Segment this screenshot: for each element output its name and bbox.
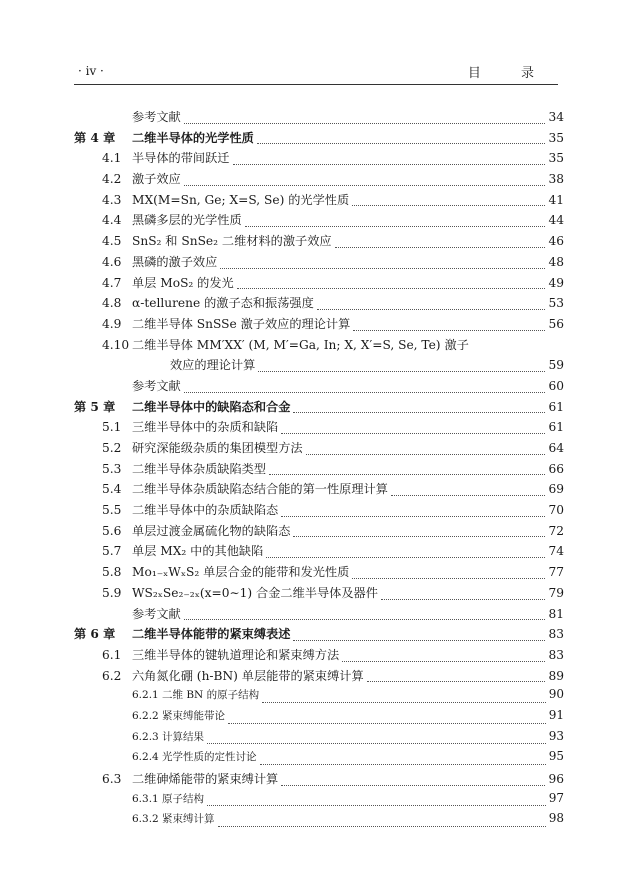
toc-entry-title: WS₂ₓSe₂₋₂ₓ(x=0∼1) 合金二维半导体及器件: [132, 585, 378, 600]
toc-entry[interactable]: [74, 170, 564, 191]
table-of-contents: [74, 108, 564, 832]
toc-entry[interactable]: [74, 274, 564, 295]
toc-entry-title: 单层 MoS₂ 的发光: [132, 275, 234, 290]
toc-leader-dots: [306, 453, 546, 455]
toc-leader-dots: [266, 556, 545, 558]
header-section-title: 目 录: [467, 66, 552, 81]
toc-entry-page: 41: [548, 192, 564, 207]
toc-entry-title: 计算结果: [162, 730, 204, 743]
toc-entry-title: 二维砷烯能带的紧束缚计算: [132, 772, 279, 786]
toc-entry-number: 4.4: [102, 213, 122, 228]
toc-entry[interactable]: [74, 480, 564, 501]
toc-entry-page: 34: [548, 110, 564, 124]
toc-entry-number: 第 5 章: [74, 399, 116, 414]
toc-entry-title: 光学性质的定性讨论: [162, 751, 257, 764]
toc-entry-page: 98: [548, 811, 564, 826]
toc-leader-dots: [237, 287, 546, 289]
toc-entry-page: 35: [548, 130, 564, 145]
toc-entry-page: 93: [548, 728, 564, 743]
toc-entry[interactable]: [74, 377, 564, 398]
toc-entry[interactable]: [74, 211, 564, 232]
toc-leader-dots: [391, 494, 546, 496]
toc-entry-title: 二维 BN 的原子结构: [162, 689, 260, 702]
toc-entry-title: 二维半导体杂质缺陷类型: [132, 461, 267, 476]
toc-leader-dots: [262, 701, 546, 703]
toc-leader-dots: [184, 184, 546, 186]
toc-entry-title: 单层过渡金属硫化物的缺陷态: [132, 523, 291, 538]
toc-entry[interactable]: [74, 191, 564, 212]
toc-entry-title: SnS₂ 和 SnSe₂ 二维材料的激子效应: [132, 234, 332, 249]
toc-entry-number: 6.2: [102, 668, 122, 683]
toc-leader-dots: [269, 473, 545, 475]
toc-entry-title: 紧束缚计算: [162, 813, 215, 826]
toc-entry-page: 95: [548, 749, 564, 764]
toc-entry-number: 5.7: [102, 544, 122, 559]
toc-entry-page: 72: [548, 523, 564, 538]
toc-entry-number: 4.5: [102, 234, 122, 249]
toc-entry-title: 六角氮化硼 (h-BN) 单层能带的紧束缚计算: [132, 668, 364, 683]
toc-entry-page: 83: [548, 647, 564, 662]
toc-entry-page: 61: [548, 420, 564, 435]
toc-leader-dots: [257, 142, 546, 144]
toc-entry-page: 69: [548, 482, 564, 497]
toc-entry-title: 参考文献: [132, 606, 181, 621]
toc-entry-number: 6.1: [102, 647, 122, 662]
toc-leader-dots: [352, 204, 545, 206]
toc-entry-title: 原子结构: [162, 792, 204, 805]
toc-entry-number: 5.6: [102, 523, 122, 538]
toc-entry-number: 6.2.4: [132, 751, 159, 764]
toc-leader-dots: [317, 308, 546, 310]
toc-leader-dots: [218, 825, 546, 827]
toc-entry-number: 6.3.1: [132, 792, 159, 805]
toc-entry-page: 38: [548, 172, 564, 187]
toc-entry-page: 83: [548, 627, 564, 642]
toc-entry-title: 参考文献: [132, 378, 181, 393]
toc-entry-title: 三维半导体的键轨道理论和紧束缚方法: [132, 647, 340, 662]
toc-entry-page: 53: [548, 296, 564, 311]
toc-entry-title: 二维半导体中的杂质缺陷态: [132, 503, 279, 518]
toc-entry-number: 6.2.3: [132, 730, 159, 743]
toc-entry-page: 48: [548, 254, 564, 269]
toc-entry[interactable]: [74, 563, 564, 584]
toc-leader-dots: [258, 370, 545, 372]
toc-entry-page: 56: [548, 316, 564, 331]
toc-leader-dots: [245, 225, 546, 227]
toc-entry[interactable]: [74, 625, 564, 646]
toc-entry[interactable]: [74, 811, 564, 832]
toc-entry[interactable]: [74, 708, 564, 729]
toc-entry-page: 81: [548, 606, 564, 621]
toc-entry[interactable]: [74, 253, 564, 274]
toc-entry-title: 参考文献: [132, 110, 181, 124]
toc-entry-page: 46: [548, 234, 564, 249]
toc-entry-page: 49: [548, 275, 564, 290]
toc-entry[interactable]: [74, 749, 564, 770]
toc-entry-title: 二维半导体杂质缺陷态结合能的第一性原理计算: [132, 482, 388, 497]
toc-entry-title: 二维半导体中的缺陷态和合金: [132, 399, 291, 414]
toc-leader-dots: [184, 618, 546, 620]
toc-entry-number: 5.5: [102, 503, 122, 518]
toc-leader-dots: [281, 784, 545, 786]
toc-leader-dots: [220, 267, 545, 269]
toc-entry[interactable]: [74, 149, 564, 170]
toc-leader-dots: [233, 163, 546, 165]
toc-entry-title: 单层 MX₂ 中的其他缺陷: [132, 544, 264, 559]
toc-entry-number: 第 4 章: [74, 130, 116, 145]
toc-entry[interactable]: [74, 584, 564, 605]
toc-entry-page: 64: [548, 441, 564, 455]
toc-entry-title: 效应的理论计算: [170, 358, 256, 373]
toc-entry-number: 第 6 章: [74, 627, 116, 642]
toc-entry-number: 5.2: [102, 441, 122, 455]
toc-entry-page: 90: [548, 687, 564, 702]
toc-entry-page: 66: [548, 461, 564, 476]
toc-entry-number: 4.8: [102, 296, 122, 311]
toc-leader-dots: [293, 411, 545, 413]
toc-entry-title: 二维半导体 SnSSe 激子效应的理论计算: [132, 316, 351, 331]
toc-entry[interactable]: [74, 439, 564, 460]
toc-entry-number: 6.2.1: [132, 689, 159, 702]
toc-leader-dots: [293, 639, 545, 641]
toc-entry[interactable]: [74, 605, 564, 626]
toc-entry[interactable]: [74, 232, 564, 253]
toc-leader-dots: [352, 577, 545, 579]
toc-entry-page: 59: [548, 358, 564, 373]
toc-entry-number: 5.4: [102, 482, 122, 497]
toc-entry-number: 4.6: [102, 254, 122, 269]
toc-entry[interactable]: [74, 667, 564, 688]
toc-entry-number: 5.9: [102, 585, 122, 600]
toc-entry-title: 黑磷多层的光学性质: [132, 213, 242, 228]
toc-entry-page: 97: [548, 790, 564, 805]
toc-entry[interactable]: [74, 791, 564, 812]
toc-entry-number: 6.3.2: [132, 813, 159, 826]
toc-entry[interactable]: [74, 336, 564, 357]
toc-entry-title: 研究深能级杂质的集团模型方法: [132, 441, 303, 455]
toc-leader-dots: [281, 432, 545, 434]
toc-entry[interactable]: [74, 729, 564, 750]
toc-entry-title: 黑磷的激子效应: [132, 254, 218, 269]
toc-leader-dots: [228, 722, 546, 724]
toc-entry[interactable]: [74, 398, 564, 419]
toc-leader-dots: [207, 804, 546, 806]
toc-entry-page: 96: [548, 772, 564, 786]
toc-entry-title: 二维半导体的光学性质: [132, 130, 254, 145]
toc-entry-number: 4.1: [102, 151, 122, 166]
toc-entry-page: 77: [548, 565, 564, 580]
toc-entry-number: 4.7: [102, 275, 122, 290]
toc-entry-number: 5.8: [102, 565, 122, 580]
toc-entry-page: 60: [548, 378, 564, 393]
toc-entry-page: 70: [548, 503, 564, 518]
toc-leader-dots: [293, 535, 545, 537]
toc-entry[interactable]: [74, 501, 564, 522]
toc-entry-page: 35: [548, 151, 564, 166]
toc-entry-title: Mo₁₋ₓWₓS₂ 单层合金的能带和发光性质: [132, 565, 350, 580]
running-header: [74, 60, 558, 85]
toc-entry[interactable]: [74, 418, 564, 439]
toc-leader-dots: [184, 391, 546, 393]
toc-entry-title: 三维半导体中的杂质和缺陷: [132, 420, 279, 435]
toc-entry[interactable]: [74, 129, 564, 150]
toc-entry[interactable]: [74, 522, 564, 543]
toc-entry-title: MX(M=Sn, Ge; X=S, Se) 的光学性质: [132, 192, 350, 207]
toc-leader-dots: [353, 329, 545, 331]
toc-entry-title: 二维半导体 MM′XX′ (M, M′=Ga, In; X, X′=S, Se, Te) 激子: [132, 337, 469, 352]
toc-leader-dots: [335, 246, 546, 248]
toc-entry-title: 二维半导体能带的紧束缚表述: [132, 627, 291, 642]
toc-entry-number: 6.2.2: [132, 709, 159, 722]
toc-entry-number: 4.3: [102, 192, 122, 207]
toc-entry-page: 61: [548, 399, 564, 414]
toc-leader-dots: [207, 742, 546, 744]
toc-entry-title: 半导体的带间跃迁: [132, 151, 230, 166]
toc-entry-page: 91: [548, 707, 564, 722]
toc-entry-number: 5.1: [102, 420, 122, 435]
toc-entry[interactable]: [74, 108, 564, 129]
toc-entry-number: 6.3: [102, 772, 122, 786]
toc-entry[interactable]: [74, 687, 564, 708]
toc-leader-dots: [184, 122, 546, 124]
toc-entry[interactable]: [74, 294, 564, 315]
toc-entry[interactable]: [74, 646, 564, 667]
toc-entry[interactable]: [74, 356, 564, 377]
page-number-label: · iv ·: [78, 64, 104, 78]
toc-entry[interactable]: [74, 460, 564, 481]
toc-entry-page: 44: [548, 213, 564, 228]
toc-leader-dots: [367, 680, 546, 682]
toc-leader-dots: [381, 598, 546, 600]
toc-entry-number: 4.10: [102, 337, 130, 352]
toc-entry-number: 5.3: [102, 461, 122, 476]
toc-leader-dots: [342, 660, 545, 662]
toc-leader-dots: [281, 515, 545, 517]
toc-entry-page: 74: [548, 544, 564, 559]
toc-entry-number: 4.2: [102, 172, 122, 187]
toc-entry-page: 89: [548, 668, 564, 683]
toc-entry-title: 激子效应: [132, 172, 181, 187]
toc-entry[interactable]: [74, 770, 564, 791]
toc-entry[interactable]: [74, 315, 564, 336]
toc-entry-title: 紧束缚能带论: [162, 709, 225, 722]
toc-entry[interactable]: [74, 542, 564, 563]
toc-entry-title: α-tellurene 的激子态和振荡强度: [132, 296, 314, 311]
toc-entry-page: 79: [548, 585, 564, 600]
toc-entry-number: 4.9: [102, 316, 122, 331]
toc-leader-dots: [260, 763, 546, 765]
